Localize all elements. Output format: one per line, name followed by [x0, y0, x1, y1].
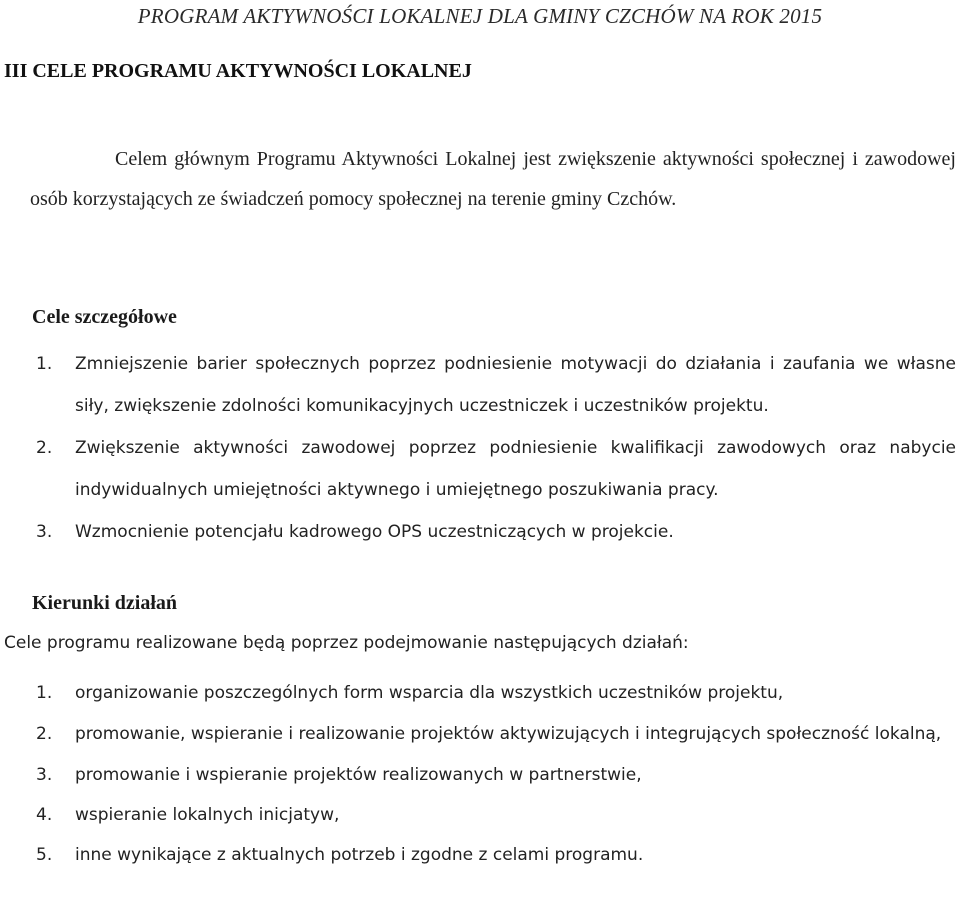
list-item-text: inne wynikające z aktualnych potrzeb i zgodne z celami programu. [75, 845, 644, 865]
list-item-text: Zmniejszenie barier społecznych poprzez podniesienie motywacji do działania i zaufania we własne siły, zwiększenie zdolności komunikacyjnych uczestniczek i uczestników projektu. [75, 354, 956, 416]
list-item-text: Wzmocnienie potencjału kadrowego OPS uczestniczących w projekcie. [75, 522, 674, 542]
list-item-number: 2. [36, 724, 53, 744]
list-item-number: 1. [36, 683, 53, 703]
list-item-text: wspieranie lokalnych inicjatyw, [75, 805, 340, 825]
intro-paragraph: Celem głównym Programu Aktywności Lokalnej jest zwiększenie aktywności społecznej i zawodowej osób korzystających ze świadczeń pomocy społecznej na terenie gminy Czchów. [30, 148, 956, 210]
goals-heading: Cele szczegółowe [32, 306, 177, 328]
list-item-text: Zwiększenie aktywności zawodowej poprzez podniesienie kwalifikacji zawodowych oraz nabycie indywidualnych umiejętności aktywnego i umiejętnego poszukiwania pracy. [75, 438, 956, 500]
running-header: PROGRAM AKTYWNOŚCI LOKALNEJ DLA GMINY CZCHÓW NA ROK 2015 [137, 4, 823, 28]
list-item-text: organizowanie poszczególnych form wsparcia dla wszystkich uczestników projektu, [75, 683, 784, 703]
list-item [36, 673, 956, 714]
list-item [36, 714, 956, 755]
list-item [36, 835, 956, 875]
directions-list [36, 673, 956, 875]
list-item [36, 427, 956, 511]
directions-lead: Cele programu realizowane będą poprzez podejmowanie następujących działań: [4, 633, 689, 653]
list-item [36, 511, 956, 553]
list-item [36, 755, 956, 795]
list-item-number: 2. [36, 438, 53, 458]
list-item-number: 5. [36, 845, 53, 865]
list-item-number: 4. [36, 805, 53, 825]
list-item [36, 343, 956, 427]
directions-heading: Kierunki działań [32, 592, 178, 614]
list-item-number: 1. [36, 354, 53, 374]
list-item-number: 3. [36, 765, 53, 785]
list-item [36, 795, 956, 835]
goals-list [36, 343, 956, 553]
section-title: III CELE PROGRAMU AKTYWNOŚCI LOKALNEJ [4, 60, 472, 82]
list-item-text: promowanie, wspieranie i realizowanie projektów aktywizujących i integrujących społeczność lokalną, [75, 724, 942, 744]
list-item-number: 3. [36, 522, 53, 542]
list-item-text: promowanie i wspieranie projektów realizowanych w partnerstwie, [75, 765, 642, 785]
